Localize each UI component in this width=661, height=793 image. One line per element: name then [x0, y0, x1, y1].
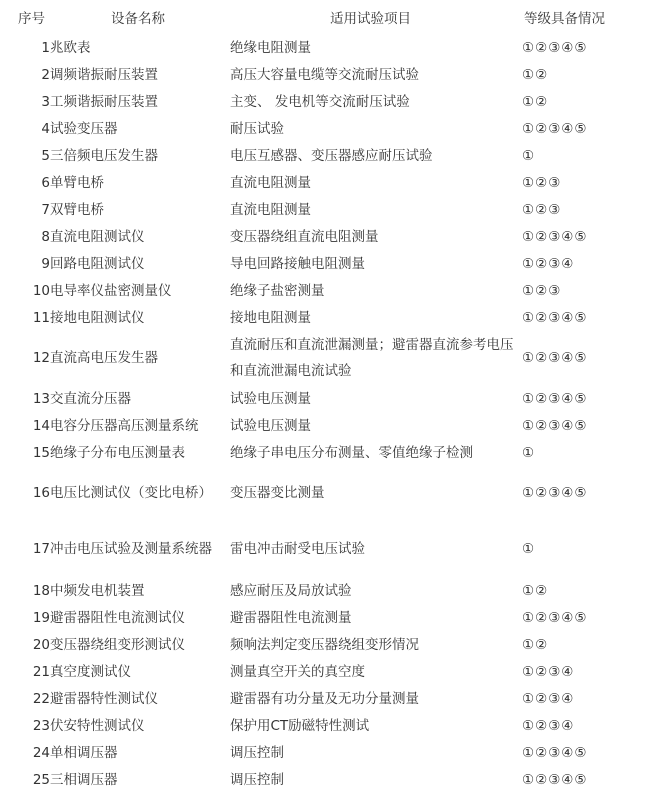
equipment-name-cell: 真空度测试仪	[50, 663, 131, 680]
equipment-name-cell: 冲击电压试验及测量系统器	[50, 540, 212, 557]
serial-number-cell: 7	[41, 201, 50, 218]
grade-cell: ①②③④⑤	[522, 309, 588, 326]
table-row	[8, 739, 653, 766]
header-test-item: 适用试验项目	[330, 11, 411, 27]
serial-number-cell: 2	[41, 66, 50, 83]
grade-cell: ①②③④	[522, 717, 575, 734]
grade-cell: ①②③④⑤	[522, 771, 588, 788]
table-body	[8, 34, 653, 793]
equipment-name-cell: 绝缘子分布电压测量表	[50, 444, 185, 461]
equipment-name-cell: 电容分压器高压测量系统	[50, 417, 199, 434]
serial-number-cell: 17	[32, 540, 50, 557]
grade-cell: ①②③④	[522, 663, 575, 680]
equipment-name-cell: 电压比测试仪（变比电桥）	[50, 485, 212, 501]
equipment-name-cell: 直流高电压发生器	[50, 350, 158, 366]
equipment-name-cell: 三相调压器	[50, 771, 118, 788]
serial-number-cell: 23	[32, 717, 50, 734]
test-item-cell: 雷电冲击耐受电压试验	[230, 540, 365, 557]
equipment-name-cell: 中频发电机装置	[50, 582, 145, 599]
grade-cell: ①②③④⑤	[522, 350, 588, 366]
test-item-cell: 测量真空开关的真空度	[230, 663, 365, 680]
serial-number-cell: 8	[41, 228, 50, 245]
serial-number-cell: 16	[32, 485, 50, 501]
equipment-name-cell: 回路电阻测试仪	[50, 255, 145, 272]
table-row	[8, 685, 653, 712]
grade-cell: ①②③④⑤	[522, 120, 588, 137]
serial-number-cell: 11	[32, 309, 50, 326]
test-item-cell: 试验电压测量	[230, 390, 311, 407]
grade-cell: ①②③	[522, 201, 562, 218]
equipment-name-cell: 双臂电桥	[50, 201, 104, 218]
table-row	[8, 277, 653, 304]
table-row	[8, 577, 653, 604]
header-grade: 等级具备情况	[524, 11, 605, 27]
test-item-cell: 直流电阻测量	[230, 174, 311, 191]
serial-number-cell: 3	[41, 93, 50, 110]
grade-cell: ①②③④⑤	[522, 228, 588, 245]
table-row	[8, 658, 653, 685]
test-item-cell: 电压互感器、变压器感应耐压试验	[230, 147, 433, 164]
grade-cell: ①②	[522, 582, 549, 599]
grade-cell: ①②③④	[522, 690, 575, 707]
table-row	[8, 331, 653, 385]
table-row	[8, 439, 653, 466]
equipment-name-cell: 三倍频电压发生器	[50, 147, 158, 164]
test-item-cell: 试验电压测量	[230, 417, 311, 434]
test-item-cell: 调压控制	[230, 744, 284, 761]
test-item-cell: 耐压试验	[230, 120, 284, 137]
equipment-name-cell: 直流电阻测试仪	[50, 228, 145, 245]
header-equipment-name: 设备名称	[111, 11, 165, 27]
grade-cell: ①②③	[522, 174, 562, 191]
header-serial-number: 序号	[18, 11, 45, 27]
equipment-name-cell: 工频谐振耐压装置	[50, 93, 158, 110]
test-item-cell: 直流耐压和直流泄漏测量；避雷器直流参考电压和直流泄漏电流试验	[230, 337, 514, 379]
table-row	[8, 61, 653, 88]
test-item-cell: 直流电阻测量	[230, 201, 311, 218]
equipment-name-cell: 单相调压器	[50, 744, 118, 761]
test-item-cell: 避雷器有功分量及无功分量测量	[230, 690, 419, 707]
table-row	[8, 712, 653, 739]
serial-number-cell: 21	[32, 663, 50, 680]
table-row	[8, 412, 653, 439]
serial-number-cell: 1	[41, 39, 50, 56]
table-row	[8, 196, 653, 223]
test-item-cell: 绝缘子串电压分布测量、零值绝缘子检测	[230, 444, 473, 461]
equipment-name-cell: 单臂电桥	[50, 174, 104, 191]
table-row	[8, 631, 653, 658]
grade-cell: ①	[522, 147, 536, 164]
grade-cell: ①②	[522, 66, 549, 83]
serial-number-cell: 15	[32, 444, 50, 461]
serial-number-cell: 9	[41, 255, 50, 272]
grade-cell: ①②③④⑤	[522, 390, 588, 407]
grade-cell: ①②	[522, 93, 549, 110]
test-item-cell: 调压控制	[230, 771, 284, 788]
test-item-cell: 绝缘子盐密测量	[230, 282, 325, 299]
equipment-name-cell: 试验变压器	[50, 120, 118, 137]
equipment-table	[8, 0, 653, 793]
table-row	[8, 520, 653, 577]
serial-number-cell: 18	[32, 582, 50, 599]
table-row	[8, 223, 653, 250]
serial-number-cell: 20	[32, 636, 50, 653]
table-row	[8, 169, 653, 196]
grade-cell: ①②③④⑤	[522, 417, 588, 434]
test-item-cell: 导电回路接触电阻测量	[230, 255, 365, 272]
equipment-name-cell: 交直流分压器	[50, 390, 131, 407]
test-item-cell: 接地电阻测量	[230, 309, 311, 326]
test-item-cell: 频响法判定变压器绕组变形情况	[230, 636, 419, 653]
table-header	[8, 0, 653, 34]
equipment-name-cell: 伏安特性测试仪	[50, 717, 145, 734]
equipment-name-cell: 调频谐振耐压装置	[50, 66, 158, 83]
grade-cell: ①②	[522, 636, 549, 653]
serial-number-cell: 6	[41, 174, 50, 191]
table-row	[8, 766, 653, 793]
serial-number-cell: 10	[32, 282, 50, 299]
table-row	[8, 250, 653, 277]
table-row	[8, 115, 653, 142]
serial-number-cell: 5	[41, 147, 50, 164]
test-item-cell: 变压器绕组直流电阻测量	[230, 228, 379, 245]
grade-cell: ①②③④⑤	[522, 39, 588, 56]
table-row	[8, 604, 653, 631]
grade-cell: ①②③④⑤	[522, 485, 588, 501]
equipment-name-cell: 电导率仪盐密测量仪	[50, 282, 172, 299]
test-item-cell: 保护用CT励磁特性测试	[230, 717, 370, 734]
test-item-cell: 变压器变比测量	[230, 485, 325, 501]
grade-cell: ①②③④	[522, 255, 575, 272]
table-row	[8, 34, 653, 61]
serial-number-cell: 4	[41, 120, 50, 137]
table-row	[8, 304, 653, 331]
grade-cell: ①②③④⑤	[522, 609, 588, 626]
table-row	[8, 466, 653, 520]
equipment-name-cell: 变压器绕组变形测试仪	[50, 636, 185, 653]
equipment-name-cell: 接地电阻测试仪	[50, 309, 145, 326]
grade-cell: ①	[522, 540, 536, 557]
table-row	[8, 88, 653, 115]
header-row	[8, 0, 653, 34]
serial-number-cell: 13	[32, 390, 50, 407]
grade-cell: ①②③④⑤	[522, 744, 588, 761]
equipment-name-cell: 兆欧表	[50, 39, 91, 56]
test-item-cell: 主变、 发电机等交流耐压试验	[230, 93, 410, 110]
serial-number-cell: 19	[32, 609, 50, 626]
equipment-name-cell: 避雷器特性测试仪	[50, 690, 158, 707]
grade-cell: ①	[522, 444, 536, 461]
test-item-cell: 绝缘电阻测量	[230, 39, 311, 56]
serial-number-cell: 25	[32, 771, 50, 788]
table-row	[8, 385, 653, 412]
test-item-cell: 避雷器阻性电流测量	[230, 609, 352, 626]
serial-number-cell: 12	[32, 350, 50, 366]
grade-cell: ①②③	[522, 282, 562, 299]
serial-number-cell: 24	[32, 744, 50, 761]
serial-number-cell: 14	[32, 417, 50, 434]
test-item-cell: 感应耐压及局放试验	[230, 582, 352, 599]
table-row	[8, 142, 653, 169]
serial-number-cell: 22	[32, 690, 50, 707]
test-item-cell: 高压大容量电缆等交流耐压试验	[230, 66, 419, 83]
equipment-name-cell: 避雷器阻性电流测试仪	[50, 609, 185, 626]
